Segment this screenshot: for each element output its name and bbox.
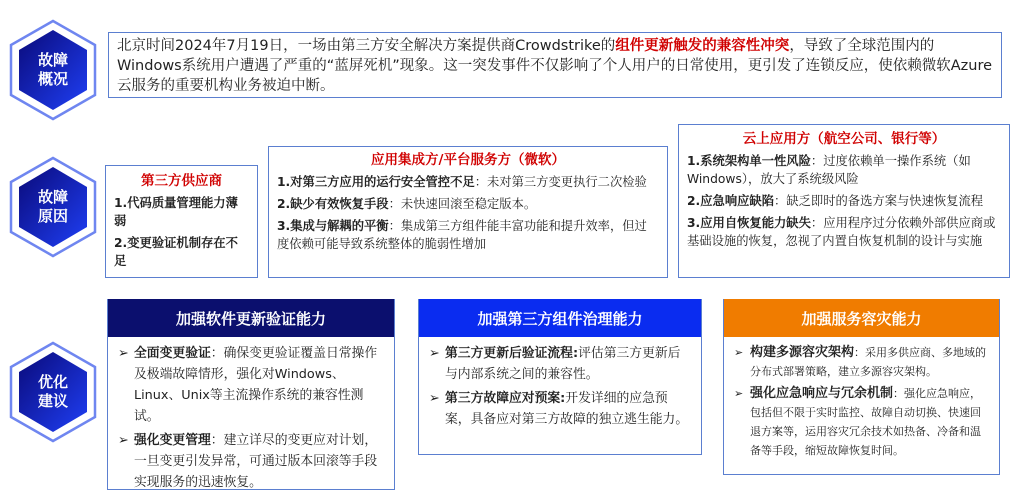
section-label: 故障 bbox=[37, 51, 68, 69]
solution-item-text: ：确保变更验证覆盖日常操作及极端故障情形，强化对Windows、Linux、Unix等主流操作系统的兼容性测试。 bbox=[134, 346, 378, 424]
section-badge-causes bbox=[8, 155, 98, 259]
solution-item-title: 第三方更新后验证流程: bbox=[445, 346, 579, 361]
cause-item-text: ：未快速回滚至稳定版本。 bbox=[388, 197, 537, 211]
cause-item-title: 3.集成与解耦的平衡 bbox=[277, 219, 389, 233]
solution-item-text: ：采用多供应商、多地域的分布式部署策略，建立多源容灾架构。 bbox=[750, 346, 987, 378]
solution-item-title: 第三方故障应对预案: bbox=[445, 391, 566, 406]
cause-item-text: ：集成第三方组件能丰富功能和提升效率，但过度依赖可能导致系统整体的脆弱性增加 bbox=[277, 219, 647, 251]
overview-box bbox=[108, 32, 1002, 98]
cause-title: 应用集成方/平台服务方（微软） bbox=[371, 152, 565, 168]
section-label: 原因 bbox=[37, 207, 68, 225]
solution-item-title: 全面变更验证 bbox=[134, 346, 211, 361]
cause-item-title: 3.应用自恢复能力缺失 bbox=[687, 216, 811, 230]
arrow-bullet-icon: ➢ bbox=[429, 346, 440, 361]
solution-title: 加强软件更新验证能力 bbox=[108, 299, 394, 337]
cause-item-text: ：缺乏即时的备选方案与快速恢复流程 bbox=[774, 194, 984, 208]
section-label: 故障 bbox=[37, 188, 68, 206]
arrow-bullet-icon: ➢ bbox=[429, 391, 440, 406]
solution-title: 加强服务容灾能力 bbox=[724, 299, 999, 337]
cause-item: 2.变更验证机制存在不足 bbox=[114, 236, 238, 268]
overview-highlight: 组件更新触发的兼容性冲突 bbox=[615, 38, 790, 54]
section-badge-overview bbox=[8, 18, 98, 122]
solution-box-third-party-governance bbox=[418, 299, 702, 455]
solution-item-text: ：强化应急响应，包括但不限于实时监控、故障自动切换、快速回退方案等，运用容灾冗余技术如热备、冷备和温备等手段，缩短故障恢复时间。 bbox=[750, 387, 982, 457]
cause-title: 云上应用方（航空公司、银行等） bbox=[742, 131, 946, 147]
solution-item-text: 评估第三方更新后与内部系统之间的兼容性。 bbox=[445, 346, 681, 382]
cause-item-text: ：过度依赖单一操作系统（如Windows），放大了系统级风险 bbox=[687, 154, 971, 186]
solution-item-title: 强化应急响应与冗余机制 bbox=[750, 386, 894, 401]
solution-box-disaster-recovery bbox=[723, 299, 1000, 475]
cause-box-platform bbox=[268, 146, 668, 278]
cause-item-title: 2.缺少有效恢复手段 bbox=[277, 197, 389, 211]
arrow-bullet-icon: ➢ bbox=[118, 433, 129, 448]
section-label: 优化 bbox=[37, 373, 68, 391]
cause-item-text: ：未对第三方变更执行二次检验 bbox=[474, 175, 647, 189]
cause-item-title: 1.系统架构单一性风险 bbox=[687, 154, 811, 168]
arrow-bullet-icon: ➢ bbox=[734, 346, 744, 359]
solution-box-update-verification bbox=[107, 299, 395, 490]
section-label: 建议 bbox=[37, 392, 68, 410]
solution-item-title: 构建多源容灾架构 bbox=[750, 345, 855, 360]
solution-item-title: 强化变更管理 bbox=[134, 433, 211, 448]
cause-item-title: 2.应急响应缺陷 bbox=[687, 194, 775, 208]
solution-item-text: 开发详细的应急预案，具备应对第三方故障的独立逃生能力。 bbox=[445, 391, 689, 427]
cause-item-title: 1.对第三方应用的运行安全管控不足 bbox=[277, 175, 475, 189]
cause-box-cloud-users bbox=[678, 124, 1010, 278]
overview-text: 北京时间2024年7月19日，一场由第三方安全解决方案提供商Crowdstrike的 bbox=[117, 38, 616, 54]
solution-title: 加强第三方组件治理能力 bbox=[419, 299, 701, 337]
cause-box-vendor bbox=[105, 165, 258, 278]
cause-title: 第三方供应商 bbox=[141, 173, 222, 189]
section-badge-suggestions bbox=[8, 340, 98, 444]
overview-text: ，导致了全球范围内的Windows系统用户遭遇了严重的“蓝屏死机”现象。这一突发事件不仅影响了个人用户的日常使用，更引发了连锁反应，使依赖微软Azure云服务的重要机构业务被迫中断。 bbox=[117, 38, 993, 94]
solution-item-text: ：建立详尽的变更应对计划，一旦变更引发异常，可通过版本回滚等手段实现服务的迅速恢复。 bbox=[134, 433, 378, 490]
cause-item-text: ：应用程序过分依赖外部供应商或基础设施的恢复，忽视了内置自恢复机制的设计与实施 bbox=[687, 216, 996, 248]
section-label: 概况 bbox=[37, 70, 68, 88]
arrow-bullet-icon: ➢ bbox=[118, 346, 129, 361]
arrow-bullet-icon: ➢ bbox=[734, 387, 744, 400]
cause-item: 1.代码质量管理能力薄弱 bbox=[114, 196, 238, 228]
